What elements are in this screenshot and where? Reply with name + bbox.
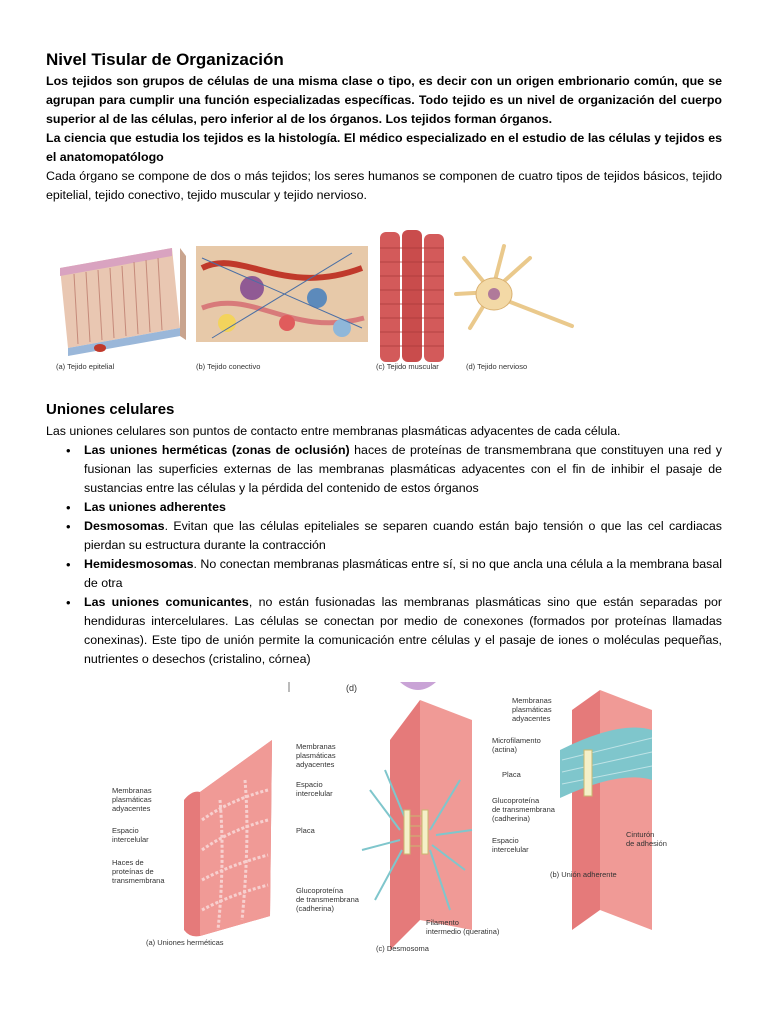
page-title: Nivel Tisular de Organización xyxy=(46,50,284,69)
adherens-junction-image xyxy=(560,690,652,930)
label-adjacent-membranes-b: Membranas plasmáticas adyacentes xyxy=(512,696,552,723)
tissue-types-figure xyxy=(52,228,592,374)
intro-paragraph-2: La ciencia que estudia los tejidos es la histología. El médico especializado en el estudio de las células y tejidos es el anatomopatólogo xyxy=(46,131,722,164)
desmosome-image xyxy=(362,700,472,950)
caption-muscle: (c) Tejido muscular xyxy=(376,362,439,371)
cell-junctions-figure xyxy=(100,680,680,960)
label-plaque-b: Placa xyxy=(502,770,521,779)
label-plaque-c: Placa xyxy=(296,826,315,835)
label-adhesion-belt: Cinturón de adhesión xyxy=(626,830,667,848)
section-lead: Las uniones celulares son puntos de contacto entre membranas plasmáticas adyacentes de cada célula. xyxy=(46,424,621,438)
caption-tight-junction: (a) Uniones herméticas xyxy=(146,938,224,947)
figure-d-label: (d) xyxy=(346,683,357,693)
label-intercellular-space-c: Espacio intercelular xyxy=(296,780,333,798)
nerve-tissue-image xyxy=(456,246,572,328)
section-heading: Uniones celulares xyxy=(46,401,175,418)
label-intermediate-filament: Filamento intermedio (queratina) xyxy=(426,918,500,936)
connective-tissue-image xyxy=(196,246,368,342)
label-microfilament: Microfilamento (actina) xyxy=(492,736,541,754)
list-item: • Hemidesmosomas. No conectan membranas plasmáticas entre sí, si no que ancla una célula a la membrana basal de otra xyxy=(46,555,722,593)
caption-connective: (b) Tejido conectivo xyxy=(196,362,261,371)
intro-paragraph-3: Cada órgano se compone de dos o más tejidos; los seres humanos se componen de cuatro tipos de tejidos básicos, tejido epitelial, tejido conectivo, tejido muscular y tejido nervioso. xyxy=(46,169,722,202)
label-adjacent-membranes-a: Membranas plasmáticas adyacentes xyxy=(112,786,152,813)
list-item: • Las uniones herméticas (zonas de oclusión) haces de proteínas de transmembrana que constituyen una red y fusionan las superficies externas de las membranas plasmáticas adyacentes con el fin de inhibir el pasaje de sustancias entre las células y la pérdida del contenido de estos órganos xyxy=(46,441,722,498)
caption-epithelial: (a) Tejido epitelial xyxy=(56,362,115,371)
muscle-tissue-image xyxy=(380,230,444,362)
tight-junction-image xyxy=(184,740,272,936)
junction-list xyxy=(46,441,722,669)
label-adjacent-membranes-c: Membranas plasmáticas adyacentes xyxy=(296,742,336,769)
label-cadherin-c: Glucoproteína de transmembrana (cadherina) xyxy=(296,886,359,913)
label-intercellular-space-a: Espacio intercelular xyxy=(112,826,149,844)
caption-adherens-junction: (b) Unión adherente xyxy=(550,870,617,879)
label-intercellular-space-b: Espacio intercelular xyxy=(492,836,529,854)
list-item: • Las uniones adherentes xyxy=(46,498,722,517)
list-item: • Las uniones comunicantes, no están fusionadas las membranas plasmáticas sino que están separadas por hendiduras intercelulares. Las células se conectan por medio de conexones (formados por proteínas llamadas conexinas). Este tipo de unión permite la comunicación entre células y el pasaje de iones o moléculas pequeñas, nutrientes o desechos (cristalino, córnea) xyxy=(46,593,722,669)
caption-desmosome: (c) Desmosoma xyxy=(376,944,429,953)
tissue-illustrations xyxy=(52,228,592,374)
epithelial-tissue-image xyxy=(60,248,186,356)
list-item: • Desmosomas. Evitan que las células epiteliales se separen cuando están bajo tensión o que las cel cardiacas pierdan su estructura durante la contracción xyxy=(46,517,722,555)
label-transmembrane-proteins: Haces de proteínas de transmembrana xyxy=(112,858,165,885)
junction-illustrations xyxy=(100,680,680,960)
intro-paragraph-1: Los tejidos son grupos de células de una misma clase o tipo, es decir con un origen embrionario común, que se agrupan para cumplir una función especializadas específicas. Todo tejido es un nivel de organización del cuerpo superior al de las células, pero inferior al de los órganos. Los tejidos forman órganos. xyxy=(46,74,722,126)
caption-nerve: (d) Tejido nervioso xyxy=(466,362,528,371)
label-cadherin-b: Glucoproteína de transmembrana (cadherina) xyxy=(492,796,555,823)
